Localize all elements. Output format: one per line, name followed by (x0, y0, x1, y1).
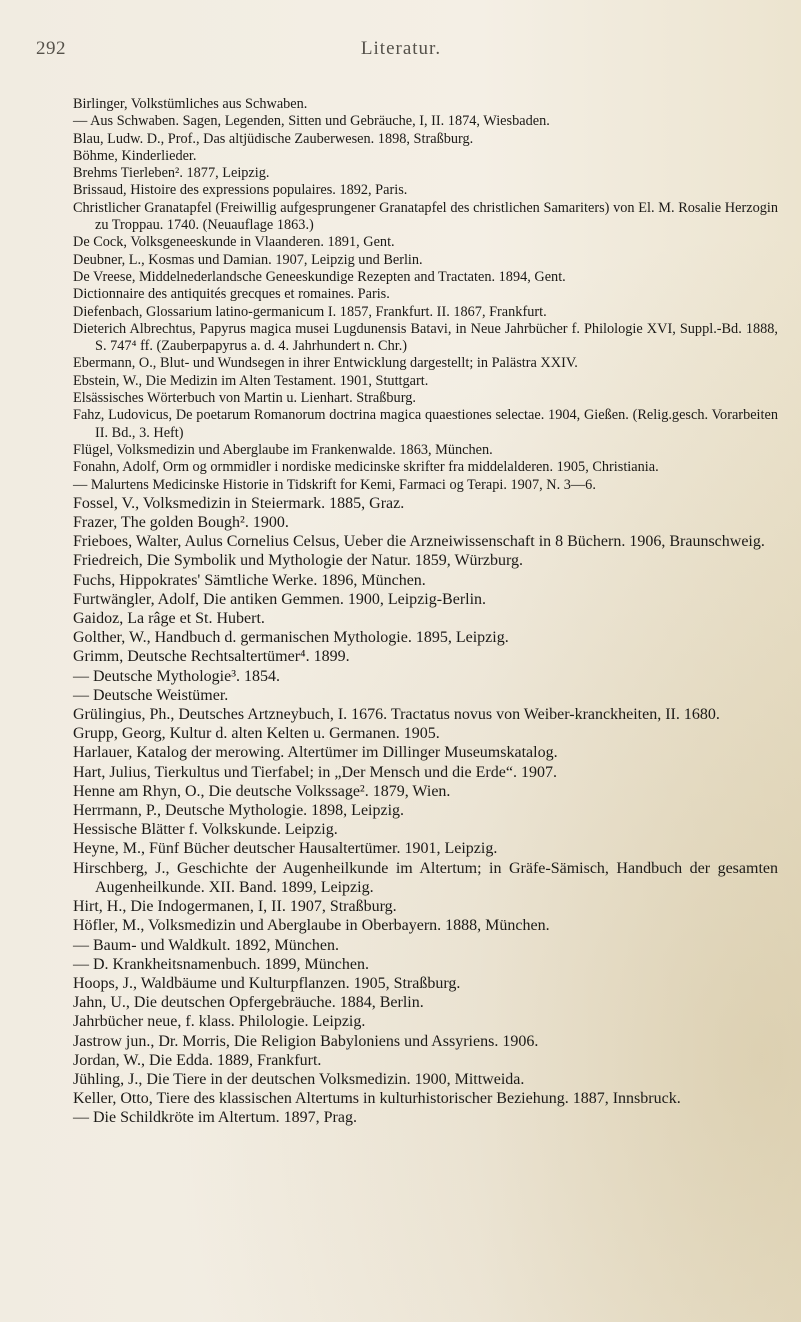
bibliography-entry: Grimm, Deutsche Rechtsaltertümer⁴. 1899. (73, 648, 350, 666)
bibliography-entry: Gaidoz, La râge et St. Hubert. (73, 610, 265, 628)
bibliography-entry: Jahn, U., Die deutschen Opfergebräuche. 1884, Berlin. (73, 994, 424, 1012)
bibliography-entry: Jastrow jun., Dr. Morris, Die Religion Babyloniens und Assyriens. 1906. (73, 1032, 539, 1050)
bibliography-entry: Christlicher Granatapfel (Freiwillig aufgesprungener Granatapfel des christlichen Samariters) von El. M. Rosalie Herzogin zu Troppau. 1740. (Neuauflage 1863.) (73, 199, 778, 234)
bibliography-entry: Jühling, J., Die Tiere in der deutschen Volksmedizin. 1900, Mittweida. (73, 1070, 525, 1088)
bibliography-entry: Hoops, J., Waldbäume und Kulturpflanzen. 1905, Straßburg. (73, 974, 461, 992)
bibliography-entry: Heyne, M., Fünf Bücher deutscher Hausaltertümer. 1901, Leipzig. (73, 840, 498, 858)
bibliography-entry: Höfler, M., Volksmedizin und Aberglaube in Oberbayern. 1888, München. (73, 917, 550, 935)
bibliography-entry: Jordan, W., Die Edda. 1889, Frankfurt. (73, 1051, 322, 1069)
bibliography-entry: Fahz, Ludovicus, De poetarum Romanorum doctrina magica quaestiones selectae. 1904, Gießen. (Relig.gesch. Vorarbeiten II. Bd., 3. Heft) (73, 407, 778, 441)
bibliography-entry: Frieboes, Walter, Aulus Cornelius Celsus, Ueber die Arzneiwissenschaft in 8 Büchern. 1906, Braunschweig. (73, 533, 765, 551)
bibliography-entry: Birlinger, Volkstümliches aus Schwaben. (73, 96, 308, 112)
bibliography-list (73, 96, 778, 1128)
bibliography-entry: Fuchs, Hippokrates' Sämtliche Werke. 1896, München. (73, 571, 426, 589)
bibliography-entry: — Deutsche Mythologie³. 1854. (73, 667, 280, 685)
bibliography-entry: — Baum- und Waldkult. 1892, München. (73, 936, 339, 954)
bibliography-entry: Grupp, Georg, Kultur d. alten Kelten u. Germanen. 1905. (73, 725, 440, 743)
bibliography-entry: — Malurtens Medicinske Historie in Tidskrift for Kemi, Farmaci og Terapi. 1907, N. 3—6. (73, 476, 596, 493)
bibliography-entry: — Deutsche Weistümer. (73, 686, 229, 704)
bibliography-entry: Herrmann, P., Deutsche Mythologie. 1898, Leipzig. (73, 802, 405, 820)
bibliography-entry: Keller, Otto, Tiere des klassischen Altertums in kulturhistorischer Beziehung. 1887, Innsbruck. (73, 1090, 681, 1108)
bibliography-entry: Dieterich Albrechtus, Papyrus magica musei Lugdunensis Batavi, in Neue Jahrbücher f. Philologie XVI, Suppl.-Bd. 1888, S. 747⁴ ff. (Zauberpapyrus a. d. 4. Jahrhundert n. Chr.) (73, 320, 778, 355)
bibliography-entry: Flügel, Volksmedizin und Aberglaube im Frankenwalde. 1863, München. (73, 441, 493, 458)
bibliography-entry: Hart, Julius, Tierkultus und Tierfabel; in „Der Mensch und die Erde“. 1907. (73, 763, 557, 781)
bibliography-entry: Frazer, The golden Bough². 1900. (73, 514, 289, 532)
bibliography-entry: — Die Schildkröte im Altertum. 1897, Prag. (73, 1109, 357, 1127)
bibliography-entry: Jahrbücher neue, f. klass. Philologie. Leipzig. (73, 1013, 366, 1031)
bibliography-entry: — Aus Schwaben. Sagen, Legenden, Sitten und Gebräuche, I, II. 1874, Wiesbaden. (73, 113, 550, 130)
bibliography-entry: Ebermann, O., Blut- und Wundsegen in ihrer Entwicklung dargestellt; in Palästra XXIV. (73, 355, 578, 372)
bibliography-entry: Dictionnaire des antiquités grecques et romaines. Paris. (73, 286, 390, 303)
bibliography-entry: Blau, Ludw. D., Prof., Das altjüdische Zauberwesen. 1898, Straßburg. (73, 130, 474, 147)
bibliography-entry: — D. Krankheitsnamenbuch. 1899, München. (73, 955, 369, 973)
bibliography-entry: Furtwängler, Adolf, Die antiken Gemmen. 1900, Leipzig-Berlin. (73, 590, 487, 608)
bibliography-entry: Hirt, H., Die Indogermanen, I, II. 1907, Straßburg. (73, 898, 397, 916)
bibliography-entry: Harlauer, Katalog der merowing. Altertümer im Dillinger Museumskatalog. (73, 744, 558, 762)
bibliography-entry: Diefenbach, Glossarium latino-germanicum I. 1857, Frankfurt. II. 1867, Frankfurt. (73, 303, 547, 320)
running-head (36, 38, 766, 62)
bibliography-entry: Golther, W., Handbuch d. germanischen Mythologie. 1895, Leipzig. (73, 629, 509, 647)
bibliography-entry: Grülingius, Ph., Deutsches Artzneybuch, I. 1676. Tractatus novus von Weiber-kranckheiten, II. 1680. (73, 706, 720, 724)
bibliography-entry: Brissaud, Histoire des expressions populaires. 1892, Paris. (73, 182, 408, 199)
bibliography-entry: Böhme, Kinderlieder. (73, 147, 197, 164)
bibliography-entry: Deubner, L., Kosmas und Damian. 1907, Leipzig und Berlin. (73, 251, 423, 268)
page-number: 292 (36, 38, 66, 59)
bibliography-entry: Henne am Rhyn, O., Die deutsche Volkssage². 1879, Wien. (73, 782, 451, 800)
bibliography-entry: Fonahn, Adolf, Orm og ormmidler i nordiske medicinske skrifter fra middelalderen. 1905, Christiania. (73, 459, 659, 476)
bibliography-entry: De Cock, Volksgeneeskunde in Vlaanderen. 1891, Gent. (73, 234, 395, 251)
bibliography-entry: Friedreich, Die Symbolik und Mythologie der Natur. 1859, Würzburg. (73, 552, 524, 570)
bibliography-entry: Ebstein, W., Die Medizin im Alten Testament. 1901, Stuttgart. (73, 372, 429, 389)
bibliography-entry: De Vreese, Middelnederlandsche Geneeskundige Rezepten and Tractaten. 1894, Gent. (73, 268, 566, 285)
bibliography-entry: Fossel, V., Volksmedizin in Steiermark. 1885, Graz. (73, 494, 405, 512)
section-title: Literatur. (360, 38, 442, 59)
bibliography-entry: Elsässisches Wörterbuch von Martin u. Lienhart. Straßburg. (73, 390, 416, 407)
bibliography-entry: Hessische Blätter f. Volkskunde. Leipzig. (73, 821, 338, 839)
bibliography-entry: Brehms Tierleben². 1877, Leipzig. (73, 165, 270, 182)
bibliography-entry: Hirschberg, J., Geschichte der Augenheilkunde im Altertum; in Gräfe-Sämisch, Handbuch der gesamten Augenheilkunde. XII. Band. 1899, Leipzig. (73, 859, 778, 896)
